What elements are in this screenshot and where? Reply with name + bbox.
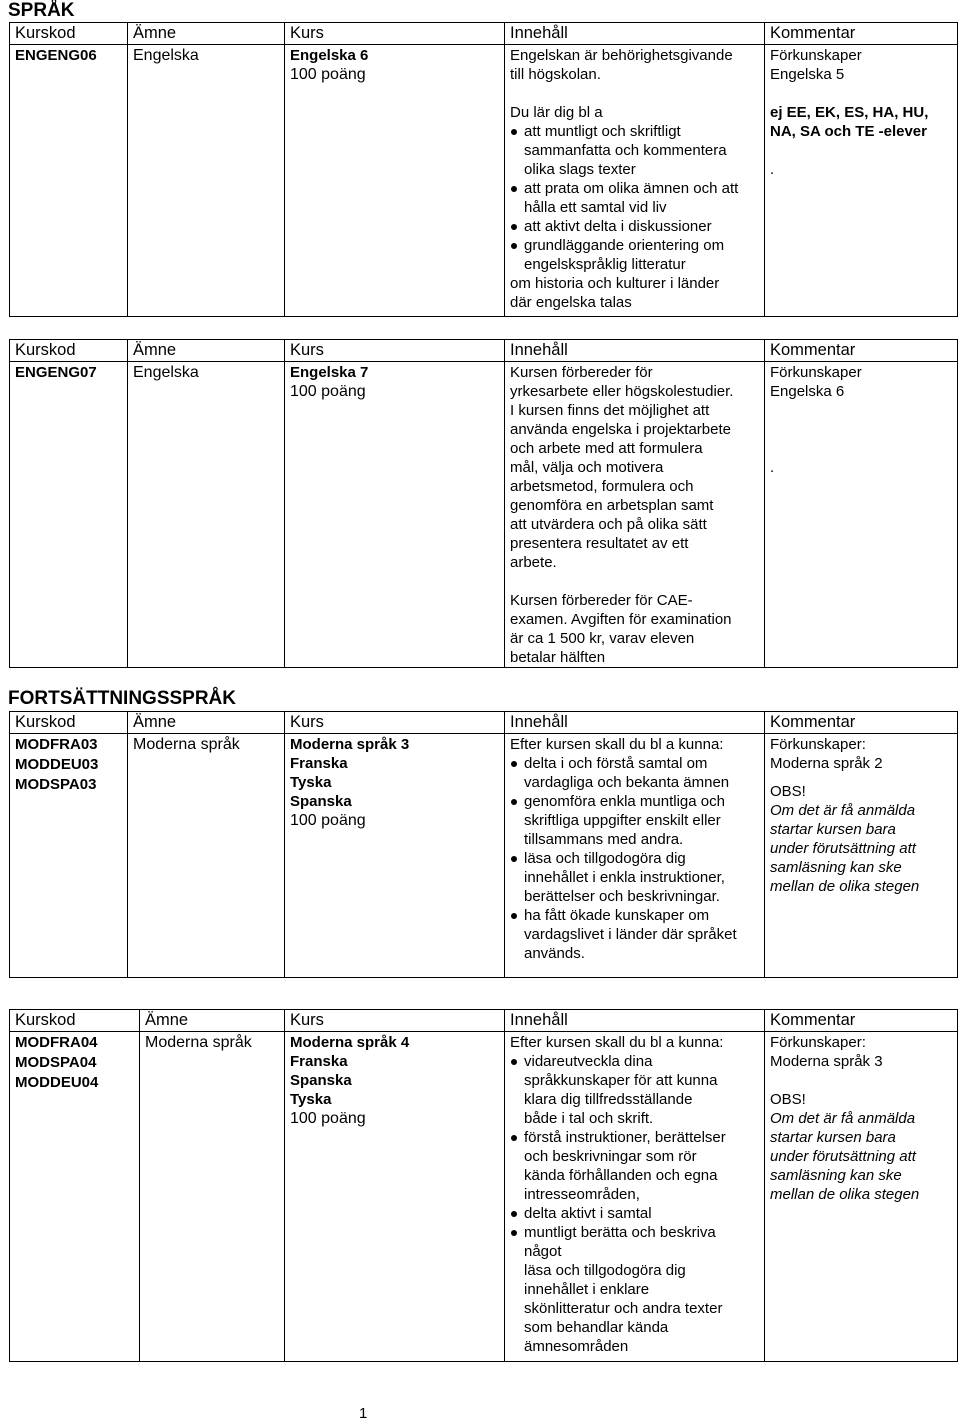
header-kurskod: Kurskod	[10, 23, 128, 45]
list-item: att muntligt och skriftligt sammanfatta och kommentera olika slags texter	[510, 122, 759, 179]
table-header-row	[10, 712, 958, 734]
content-lead: Du lär dig bl a	[510, 104, 603, 121]
table-row	[10, 1032, 958, 1362]
course-points: 100 poäng	[290, 812, 366, 829]
content-list	[510, 1052, 759, 1356]
obs-text: samläsning kan ske	[770, 1167, 902, 1184]
header-innehall: Innehåll	[505, 23, 765, 45]
content-line: använda engelska i projektarbete	[510, 421, 731, 438]
language: Franska	[290, 755, 348, 772]
content-line: arbetsmetod, formulera och	[510, 478, 694, 495]
obs-text: samläsning kan ske	[770, 859, 902, 876]
obs-label: OBS!	[770, 1091, 806, 1108]
header-amne: Ämne	[128, 23, 285, 45]
content-lead: Efter kursen skall du bl a kunna:	[510, 736, 724, 753]
list-item: läsa och tillgodogöra dig innehållet i enkla instruktioner, berättelser och beskrivningar.	[510, 849, 759, 906]
course-name: Moderna språk 4	[290, 1034, 410, 1051]
intro-line: till högskolan.	[510, 66, 601, 83]
subject: Engelska	[133, 47, 199, 64]
header-kurskod: Kurskod	[10, 340, 128, 362]
course-code: ENGENG06	[15, 47, 97, 64]
content-lead: Efter kursen skall du bl a kunna:	[510, 1034, 724, 1051]
header-kommentar: Kommentar	[765, 712, 958, 734]
course-code: MODFRA04	[15, 1034, 98, 1051]
table-row	[10, 362, 958, 668]
course-code-cell	[10, 45, 128, 317]
prereq-value: Moderna språk 2	[770, 755, 883, 772]
language: Tyska	[290, 774, 332, 791]
obs-label: OBS!	[770, 783, 806, 800]
section-title-sprak: SPRÅK	[8, 0, 75, 21]
section-title-fortsattningssprak: FORTSÄTTNINGSSPRÅK	[8, 688, 236, 709]
course-name: Engelska 6	[290, 47, 369, 64]
list-item: att prata om olika ämnen och att hålla ett samtal vid liv	[510, 179, 759, 217]
table-header-row	[10, 340, 958, 362]
content-line: Kursen förbereder för CAE-	[510, 592, 693, 609]
obs-text: Om det är få anmälda	[770, 1110, 916, 1127]
course-name: Moderna språk 3	[290, 736, 410, 753]
prereq-label: Förkunskaper	[770, 47, 862, 64]
content-line: arbete.	[510, 554, 557, 571]
comment-cell	[765, 1032, 958, 1362]
language: Spanska	[290, 793, 352, 810]
page-number: 1	[359, 1405, 368, 1422]
list-item: genomföra enkla muntliga och skriftliga uppgifter enskilt eller tillsammans med andra.	[510, 792, 759, 849]
content-cell	[505, 362, 765, 668]
course-code: MODFRA03	[15, 736, 98, 753]
course-table-engeng06	[9, 22, 958, 317]
header-kurskod: Kurskod	[10, 712, 128, 734]
course-code: MODSPA03	[15, 776, 97, 793]
header-kurs: Kurs	[285, 712, 505, 734]
list-item: grundläggande orientering om engelskspråklig litteratur	[510, 236, 759, 274]
content-line: mål, välja och motivera	[510, 459, 664, 476]
header-innehall: Innehåll	[505, 1010, 765, 1032]
course-cell	[285, 1032, 505, 1362]
header-kurs: Kurs	[285, 340, 505, 362]
course-cell	[285, 362, 505, 668]
course-name: Engelska 7	[290, 364, 369, 381]
course-code: MODSPA04	[15, 1054, 97, 1071]
header-innehall: Innehåll	[505, 340, 765, 362]
course-code: MODDEU04	[15, 1074, 99, 1091]
comment-cell	[765, 45, 958, 317]
content-tail: om historia och kulturer i länder	[510, 275, 720, 292]
header-kommentar: Kommentar	[765, 1010, 958, 1032]
content-cell	[505, 45, 765, 317]
obs-text: Om det är få anmälda	[770, 802, 916, 819]
subject: Moderna språk	[145, 1034, 252, 1051]
intro-line: Engelskan är behörighetsgivande	[510, 47, 733, 64]
list-item: delta aktivt i samtal	[510, 1204, 759, 1223]
course-table-engeng07	[9, 339, 958, 668]
header-kurs: Kurs	[285, 23, 505, 45]
prereq-label: Förkunskaper:	[770, 1034, 866, 1051]
course-points: 100 poäng	[290, 1110, 366, 1127]
course-table-moderna-sprak-4	[9, 1009, 958, 1362]
subject-cell	[128, 734, 285, 978]
content-cell	[505, 734, 765, 978]
course-code-cell	[10, 362, 128, 668]
table-header-row	[10, 23, 958, 45]
obs-text: mellan de olika stegen	[770, 1186, 920, 1203]
subject-cell	[128, 362, 285, 668]
subject: Engelska	[133, 364, 199, 381]
content-line: genomföra en arbetsplan samt	[510, 497, 714, 514]
course-points: 100 poäng	[290, 66, 366, 83]
content-line: presentera resultatet av ett	[510, 535, 689, 552]
list-item: ha fått ökade kunskaper om vardagslivet i länder där språket används.	[510, 906, 759, 963]
content-line: och arbete med att formulera	[510, 440, 703, 457]
list-item: delta i och förstå samtal om vardagliga och bekanta ämnen	[510, 754, 759, 792]
subject-cell	[140, 1032, 285, 1362]
restriction-note: ej EE, EK, ES, HA, HU,	[770, 104, 929, 121]
list-item: läsa och tillgodogöra dig innehållet i enklare skönlitteratur och andra texter som behandlar kända ämnesområden	[524, 1262, 723, 1355]
comment-cell	[765, 734, 958, 978]
course-cell	[285, 734, 505, 978]
content-line: att utvärdera och på olika sätt	[510, 516, 707, 533]
obs-text: startar kursen bara	[770, 821, 896, 838]
header-amne: Ämne	[128, 712, 285, 734]
table-row	[10, 45, 958, 317]
subject: Moderna språk	[133, 736, 240, 753]
content-line: är ca 1 500 kr, varav eleven	[510, 630, 695, 647]
content-list	[510, 122, 759, 274]
content-line: I kursen finns det möjlighet att	[510, 402, 710, 419]
obs-text: mellan de olika stegen	[770, 878, 920, 895]
prereq-label: Förkunskaper	[770, 364, 862, 381]
content-list	[510, 754, 759, 963]
prereq-value: Engelska 5	[770, 66, 845, 83]
content-line: Kursen förbereder för	[510, 364, 653, 381]
course-code-cell	[10, 734, 128, 978]
obs-text: under förutsättning att	[770, 840, 916, 857]
content-line: yrkesarbete eller högskolestudier.	[510, 383, 734, 400]
course-code: ENGENG07	[15, 364, 97, 381]
course-points: 100 poäng	[290, 383, 366, 400]
content-tail: där engelska talas	[510, 294, 632, 311]
table-header-row	[10, 1010, 958, 1032]
list-item: muntligt berätta och beskriva något	[510, 1223, 759, 1261]
list-item: förstå instruktioner, berättelser och beskrivningar som rör kända förhållanden och egna intresseområden,	[510, 1128, 759, 1204]
content-line: examen. Avgiften för examination	[510, 611, 732, 628]
prereq-label: Förkunskaper:	[770, 736, 866, 753]
header-kommentar: Kommentar	[765, 340, 958, 362]
header-kurs: Kurs	[285, 1010, 505, 1032]
prereq-value: Engelska 6	[770, 383, 845, 400]
header-amne: Ämne	[128, 340, 285, 362]
course-cell	[285, 45, 505, 317]
language: Spanska	[290, 1072, 352, 1089]
subject-cell	[128, 45, 285, 317]
comment-dot: .	[770, 459, 775, 476]
list-item: att aktivt delta i diskussioner	[510, 217, 759, 236]
list-item: vidareutveckla dina språkkunskaper för att kunna klara dig tillfredsställande både i tal och skrift.	[510, 1052, 759, 1128]
course-table-moderna-sprak-3	[9, 711, 958, 978]
comment-cell	[765, 362, 958, 668]
content-line: betalar hälften	[510, 649, 606, 666]
course-code: MODDEU03	[15, 756, 99, 773]
table-row	[10, 734, 958, 978]
obs-text: under förutsättning att	[770, 1148, 916, 1165]
header-kurskod: Kurskod	[10, 1010, 140, 1032]
obs-text: startar kursen bara	[770, 1129, 896, 1146]
header-innehall: Innehåll	[505, 712, 765, 734]
content-cell	[505, 1032, 765, 1362]
language: Tyska	[290, 1091, 332, 1108]
comment-dot: .	[770, 161, 775, 178]
header-amne: Ämne	[140, 1010, 285, 1032]
prereq-value: Moderna språk 3	[770, 1053, 883, 1070]
language: Franska	[290, 1053, 348, 1070]
restriction-note: NA, SA och TE -elever	[770, 123, 927, 140]
course-code-cell	[10, 1032, 140, 1362]
header-kommentar: Kommentar	[765, 23, 958, 45]
